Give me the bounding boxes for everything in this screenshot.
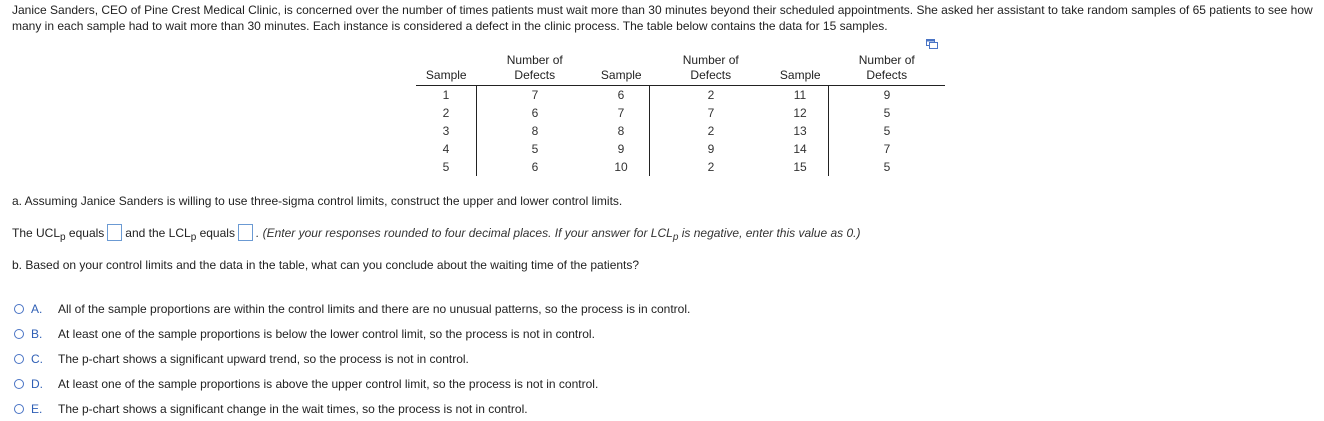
option-letter: B.	[31, 326, 43, 341]
defects-cell: 9	[707, 142, 715, 156]
defects-cell: 8	[531, 124, 539, 138]
option-d[interactable]	[14, 371, 690, 396]
option-c[interactable]	[14, 346, 690, 371]
defects-cell: 5	[883, 124, 891, 138]
ucl-answer-input[interactable]	[107, 224, 122, 241]
defects-cell: 6	[531, 106, 539, 120]
defects-cell: 9	[883, 88, 891, 102]
sample-cell: 11	[772, 86, 829, 105]
table-row	[416, 86, 945, 105]
question-intro: Janice Sanders, CEO of Pine Crest Medical Clinic, is concerned over the number of times patients must wait more than 30 minutes beyond their scheduled appointments. She asked her assistant to take random samples of 65 patients to see how many in each sample had to wait more than 30 minutes. Each instance is considered a defect in the clinic process. The table below contains the data for 15 samples.	[12, 3, 1313, 33]
defects-cell: 7	[883, 142, 891, 156]
option-e[interactable]	[14, 396, 690, 421]
defects-cell: 2	[707, 88, 715, 102]
radio-button-icon[interactable]	[14, 379, 24, 389]
sample-cell: 3	[416, 122, 477, 140]
lcl-answer-input[interactable]	[238, 224, 253, 241]
sample-cell: 15	[772, 158, 829, 176]
sample-cell: 1	[416, 86, 477, 105]
option-letter: D.	[31, 376, 43, 391]
radio-button-icon[interactable]	[14, 329, 24, 339]
sample-cell: 5	[416, 158, 477, 176]
table-row	[416, 122, 945, 140]
part-a-prompt: a. Assuming Janice Sanders is willing to use three-sigma control limits, construct the upper and lower control limits.	[12, 194, 623, 208]
sample-cell: 10	[593, 158, 650, 176]
radio-button-icon[interactable]	[14, 304, 24, 314]
header-defects: Number of Defects	[829, 53, 946, 86]
defects-cell: 6	[531, 160, 539, 174]
option-text: At least one of the sample proportions is below the lower control limit, so the process is not in control.	[58, 326, 595, 341]
defects-cell: 5	[531, 142, 539, 156]
rounding-instruction: . (Enter your responses rounded to four decimal places. If your answer for $LCL_p$ is negative, enter this value as 0.)	[255, 225, 861, 243]
sample-cell: 12	[772, 104, 829, 122]
table-row	[416, 104, 945, 122]
sample-cell: 7	[593, 104, 650, 122]
table-row	[416, 158, 945, 176]
copy-table-icon[interactable]	[926, 38, 938, 48]
sample-cell: 2	[416, 104, 477, 122]
control-limits-answer-line	[12, 224, 861, 241]
radio-button-icon[interactable]	[14, 404, 24, 414]
option-letter: E.	[31, 401, 43, 416]
defects-cell: 2	[707, 160, 715, 174]
defects-cell: 7	[531, 88, 539, 102]
option-text: At least one of the sample proportions is above the upper control limit, so the process is not in control.	[58, 376, 599, 391]
part-b-prompt: b. Based on your control limits and the data in the table, what can you conclude about the waiting time of the patients?	[12, 258, 640, 272]
sample-cell: 13	[772, 122, 829, 140]
answer-options	[14, 296, 690, 421]
lcl-label: and the $LCL_p$ equals	[125, 225, 235, 243]
table-header-row	[416, 53, 945, 86]
header-sample: Sample	[416, 53, 477, 86]
sample-cell: 4	[416, 140, 477, 158]
defects-cell: 7	[707, 106, 715, 120]
table-row	[416, 140, 945, 158]
option-a[interactable]	[14, 296, 690, 321]
ucl-label: The $UCL_p$ equals	[12, 225, 105, 243]
defects-cell: 5	[883, 106, 891, 120]
sample-cell: 6	[593, 86, 650, 105]
sample-cell: 8	[593, 122, 650, 140]
option-letter: C.	[31, 351, 43, 366]
header-sample: Sample	[772, 53, 829, 86]
option-text: The p-chart shows a significant upward trend, so the process is not in control.	[58, 351, 469, 366]
header-defects: Number of Defects	[477, 53, 594, 86]
option-text: The p-chart shows a significant change in the wait times, so the process is not in control.	[58, 401, 528, 416]
header-sample: Sample	[593, 53, 650, 86]
defects-data-table	[416, 53, 945, 176]
radio-button-icon[interactable]	[14, 354, 24, 364]
defects-cell: 5	[883, 160, 891, 174]
header-defects: Number of Defects	[650, 53, 773, 86]
sample-cell: 14	[772, 140, 829, 158]
option-b[interactable]	[14, 321, 690, 346]
option-text: All of the sample proportions are within the control limits and there are no unusual patterns, so the process is in control.	[58, 301, 691, 316]
sample-cell: 9	[593, 140, 650, 158]
option-letter: A.	[31, 301, 43, 316]
defects-cell: 2	[707, 124, 715, 138]
